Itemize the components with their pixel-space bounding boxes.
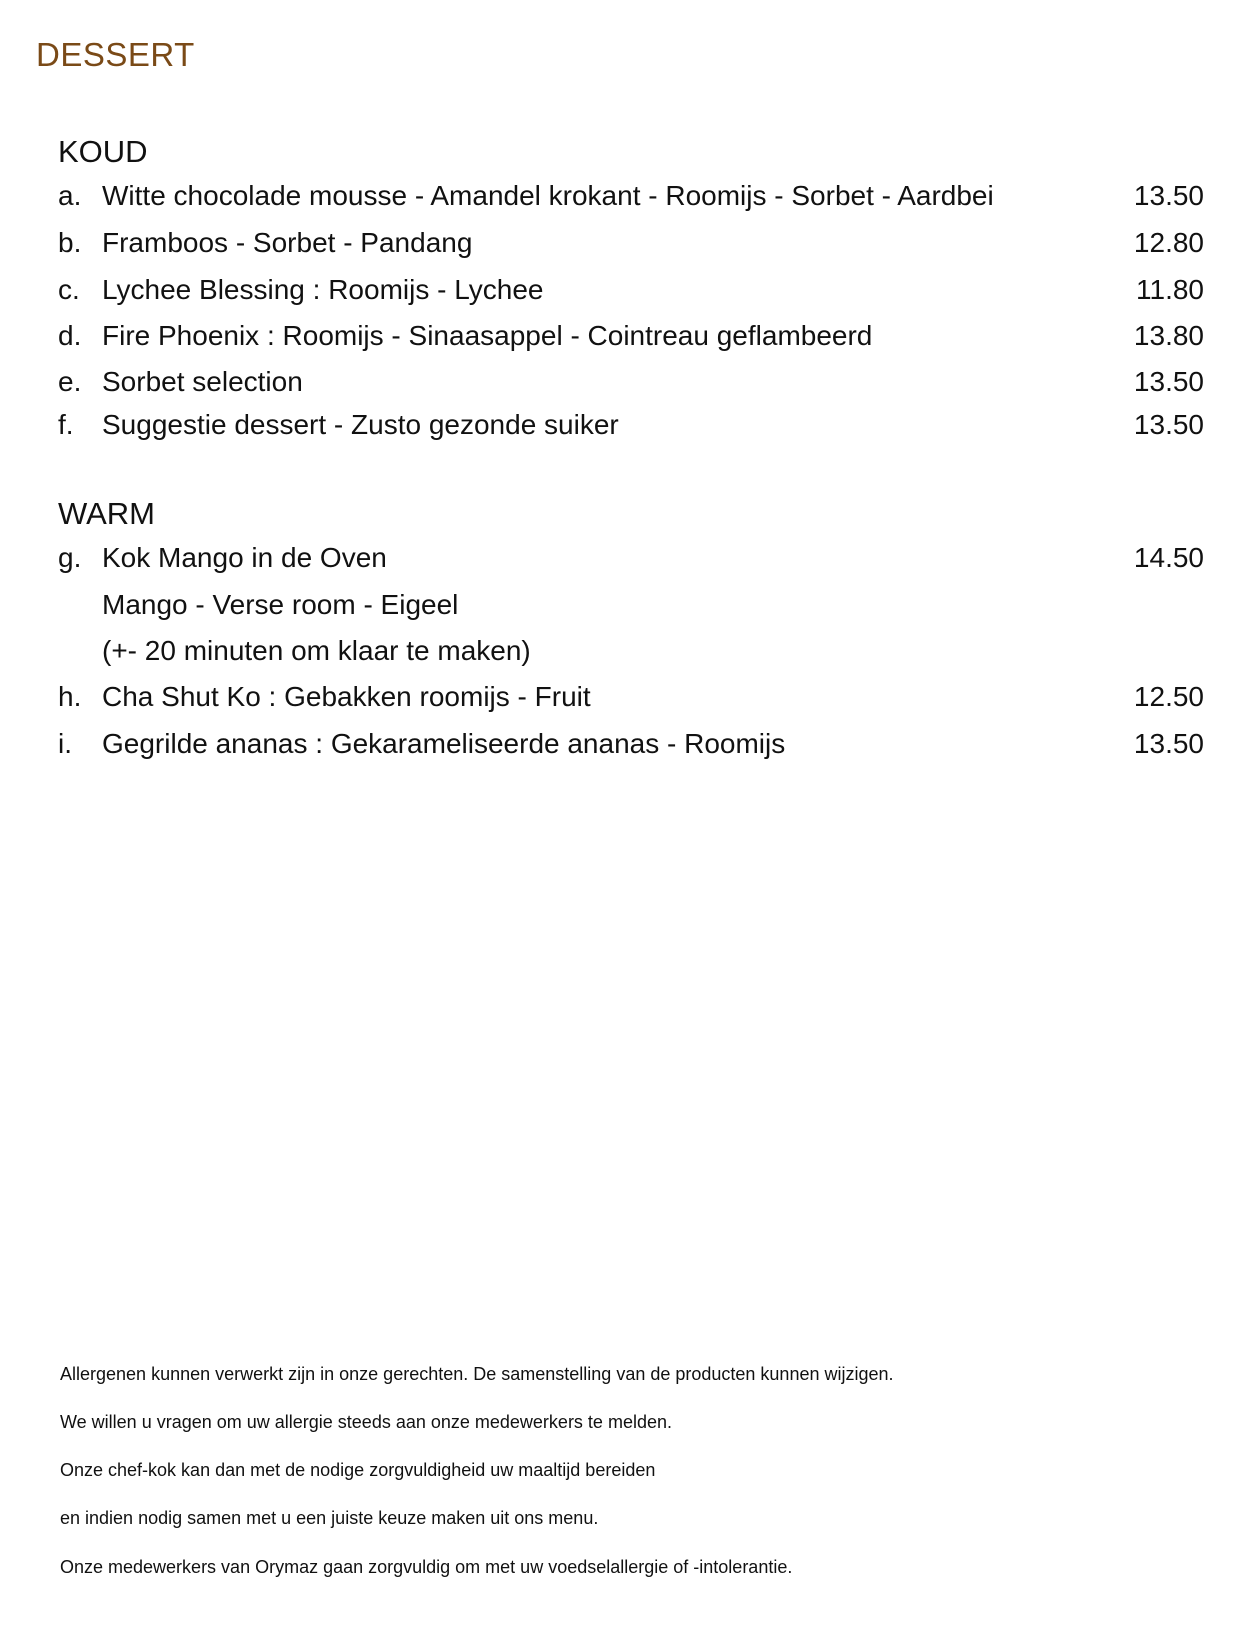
menu-item	[58, 728, 1204, 772]
allergy-note-line: Onze medewerkers van Orymaz gaan zorgvuldig om met uw voedselallergie of -intolerantie.	[60, 1557, 793, 1577]
menu-item	[58, 366, 1204, 410]
menu-item	[58, 274, 1204, 318]
item-name: Fire Phoenix : Roomijs - Sinaasappel - Cointreau geflambeerd	[102, 320, 873, 351]
item-price: 13.80	[1133, 320, 1204, 351]
item-letter: a.	[58, 180, 82, 211]
item-name: Gegrilde ananas : Gekarameliseerde ananas - Roomijs	[102, 728, 786, 759]
item-name: Sorbet selection	[102, 366, 303, 397]
item-price: 12.80	[1133, 227, 1204, 258]
section-heading-warm: WARM	[58, 496, 155, 531]
item-detail: (+- 20 minuten om klaar te maken)	[102, 635, 531, 666]
menu-item	[58, 409, 1204, 453]
item-price: 11.80	[1136, 274, 1204, 305]
item-detail: Mango - Verse room - Eigeel	[102, 589, 459, 620]
item-name: Suggestie dessert - Zusto gezonde suiker	[102, 409, 619, 440]
item-letter: h.	[58, 681, 82, 712]
item-letter: b.	[58, 227, 82, 258]
menu-item	[58, 542, 1204, 586]
menu-item	[58, 681, 1204, 725]
item-letter: i.	[58, 728, 72, 759]
item-letter: d.	[58, 320, 82, 351]
item-name: Kok Mango in de Oven	[102, 542, 387, 573]
item-letter: g.	[58, 542, 82, 573]
page-title: DESSERT	[36, 36, 195, 73]
item-price: 13.50	[1133, 728, 1204, 759]
item-price: 13.50	[1133, 180, 1204, 211]
item-price: 13.50	[1133, 409, 1204, 440]
allergy-note-line: Allergenen kunnen verwerkt zijn in onze gerechten. De samenstelling van de producten kunnen wijzigen.	[60, 1364, 894, 1384]
menu-item	[58, 320, 1204, 364]
item-price: 14.50	[1133, 542, 1204, 573]
allergy-note-line: en indien nodig samen met u een juiste keuze maken uit ons menu.	[60, 1508, 599, 1528]
item-price: 12.50	[1133, 681, 1204, 712]
section-heading-koud: KOUD	[58, 134, 148, 169]
item-letter: e.	[58, 366, 82, 397]
item-letter: f.	[58, 409, 74, 440]
allergy-note-line: We willen u vragen om uw allergie steeds aan onze medewerkers te melden.	[60, 1412, 672, 1432]
menu-item	[58, 180, 1204, 224]
item-name: Lychee Blessing : Roomijs - Lychee	[102, 274, 544, 305]
item-name: Witte chocolade mousse - Amandel krokant - Roomijs - Sorbet - Aardbei	[102, 180, 994, 211]
item-letter: c.	[58, 274, 80, 305]
item-name: Cha Shut Ko : Gebakken roomijs - Fruit	[102, 681, 591, 712]
item-name: Framboos - Sorbet - Pandang	[102, 227, 473, 258]
allergy-note-line: Onze chef-kok kan dan met de nodige zorgvuldigheid uw maaltijd bereiden	[60, 1460, 656, 1480]
menu-item	[58, 227, 1204, 271]
item-price: 13.50	[1133, 366, 1204, 397]
